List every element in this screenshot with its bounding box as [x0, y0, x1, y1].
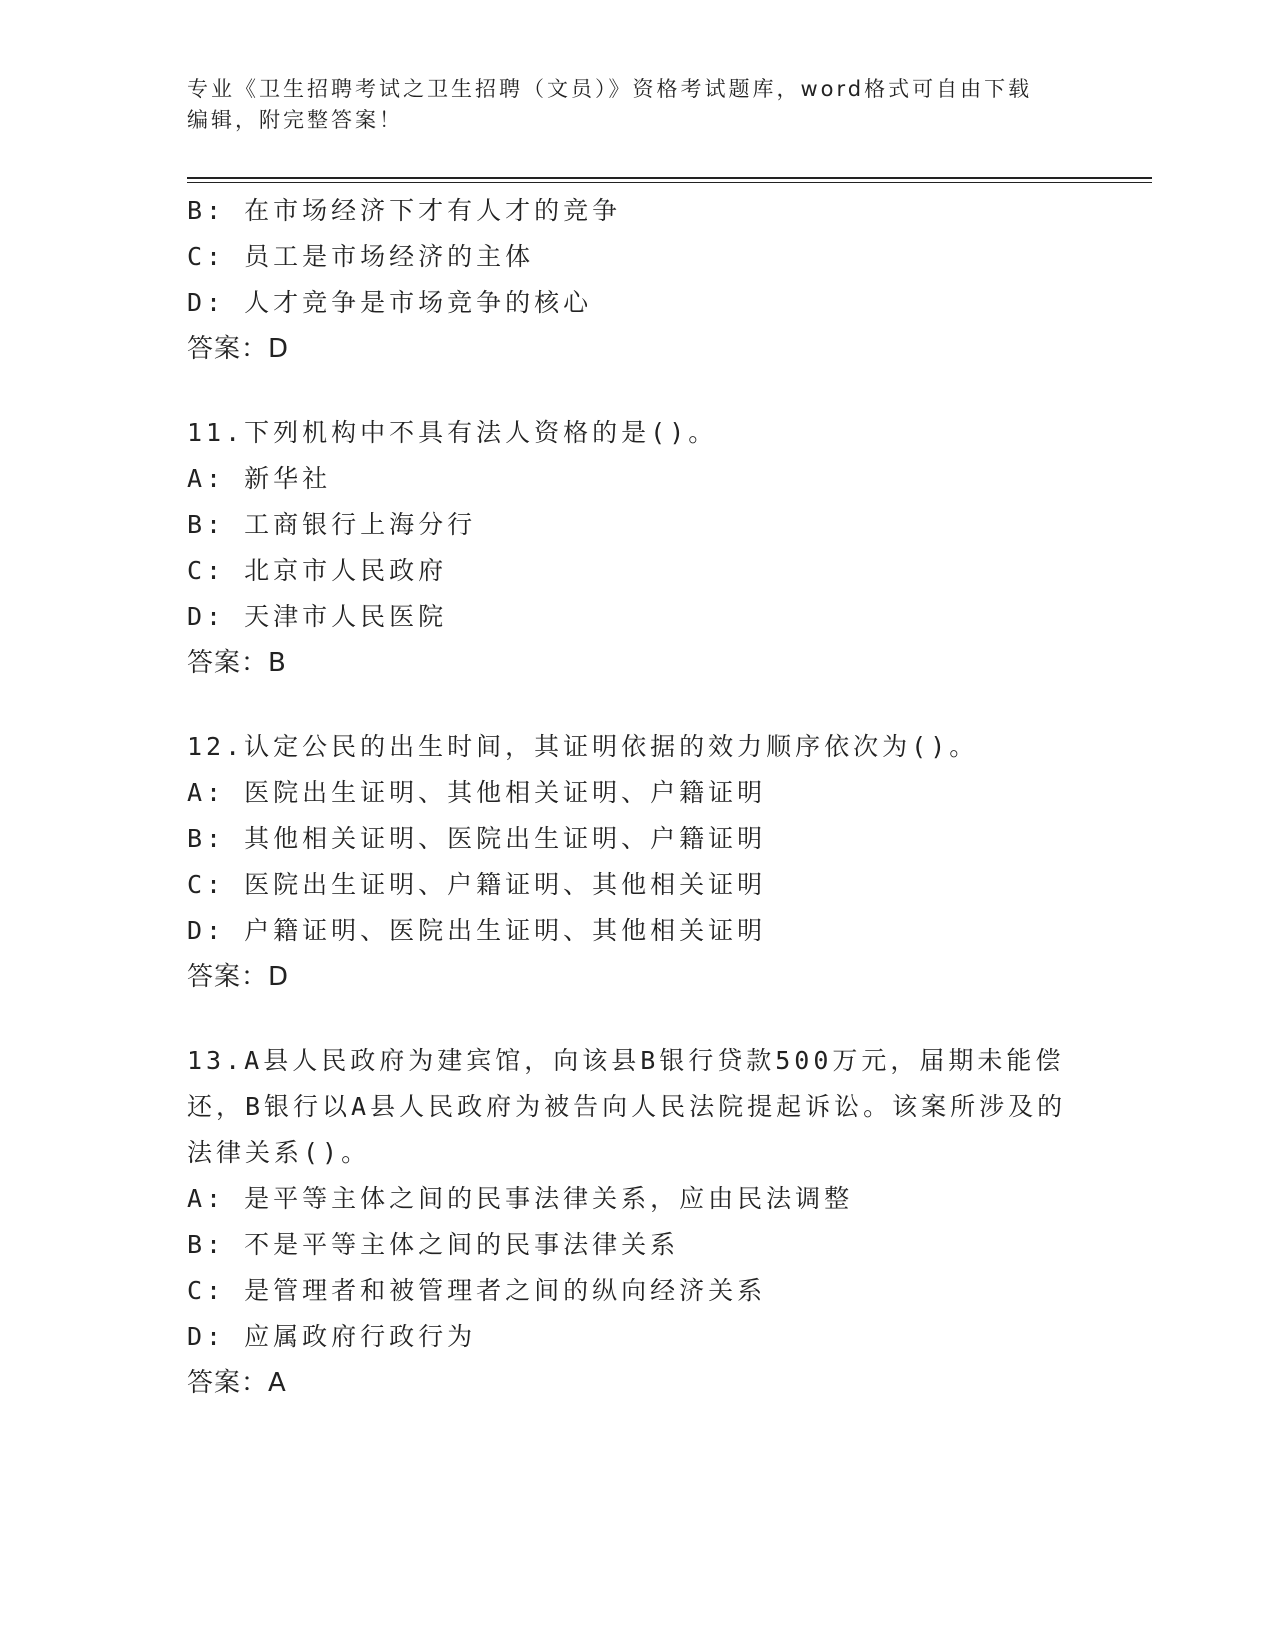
- answer: 答案：D: [187, 962, 290, 992]
- question-stem: 12.认定公民的出生时间，其证明依据的效力顺序依次为()。: [187, 732, 979, 761]
- option-d: D: 户籍证明、医院出生证明、其他相关证明: [187, 916, 767, 945]
- question-stem-line-3: 法律关系()。: [187, 1138, 371, 1167]
- question-stem-line-2: 还，B银行以A县人民政府为被告向人民法院提起诉讼。该案所涉及的: [187, 1092, 1067, 1121]
- header-rule-thin: [187, 182, 1152, 183]
- question-stem-line-1: 13.A县人民政府为建宾馆，向该县B银行贷款500万元，届期未能偿: [187, 1046, 1065, 1075]
- question-10-tail: [187, 188, 1087, 372]
- option-b: B: 其他相关证明、医院出生证明、户籍证明: [187, 824, 767, 853]
- answer: 答案：D: [187, 334, 290, 364]
- question-11: [187, 410, 1087, 686]
- header-line-1: 专业《卫生招聘考试之卫生招聘（文员）》资格考试题库，word格式可自由下载: [187, 77, 1033, 101]
- option-a: A: 新华社: [187, 464, 332, 493]
- option-b: B: 不是平等主体之间的民事法律关系: [187, 1230, 680, 1259]
- option-b: B: 在市场经济下才有人才的竞争: [187, 196, 622, 225]
- option-d: D: 天津市人民医院: [187, 602, 448, 631]
- option-c: C: 是管理者和被管理者之间的纵向经济关系: [187, 1276, 767, 1305]
- option-d: D: 应属政府行政行为: [187, 1322, 477, 1351]
- answer: 答案：A: [187, 1368, 287, 1398]
- option-a: A: 医院出生证明、其他相关证明、户籍证明: [187, 778, 767, 807]
- option-c: C: 员工是市场经济的主体: [187, 242, 535, 271]
- option-d: D: 人才竞争是市场竞争的核心: [187, 288, 593, 317]
- header-line-2: 编辑，附完整答案！: [187, 108, 403, 132]
- question-list: [187, 188, 1087, 1406]
- question-13: [187, 1038, 1087, 1406]
- header-rule-thick: [187, 177, 1152, 179]
- answer: 答案：B: [187, 648, 287, 678]
- question-12: [187, 724, 1087, 1000]
- option-b: B: 工商银行上海分行: [187, 510, 477, 539]
- question-stem: 11.下列机构中不具有法人资格的是()。: [187, 418, 718, 447]
- document-header: [187, 74, 1087, 136]
- option-a: A: 是平等主体之间的民事法律关系，应由民法调整: [187, 1184, 854, 1213]
- option-c: C: 北京市人民政府: [187, 556, 448, 585]
- option-c: C: 医院出生证明、户籍证明、其他相关证明: [187, 870, 767, 899]
